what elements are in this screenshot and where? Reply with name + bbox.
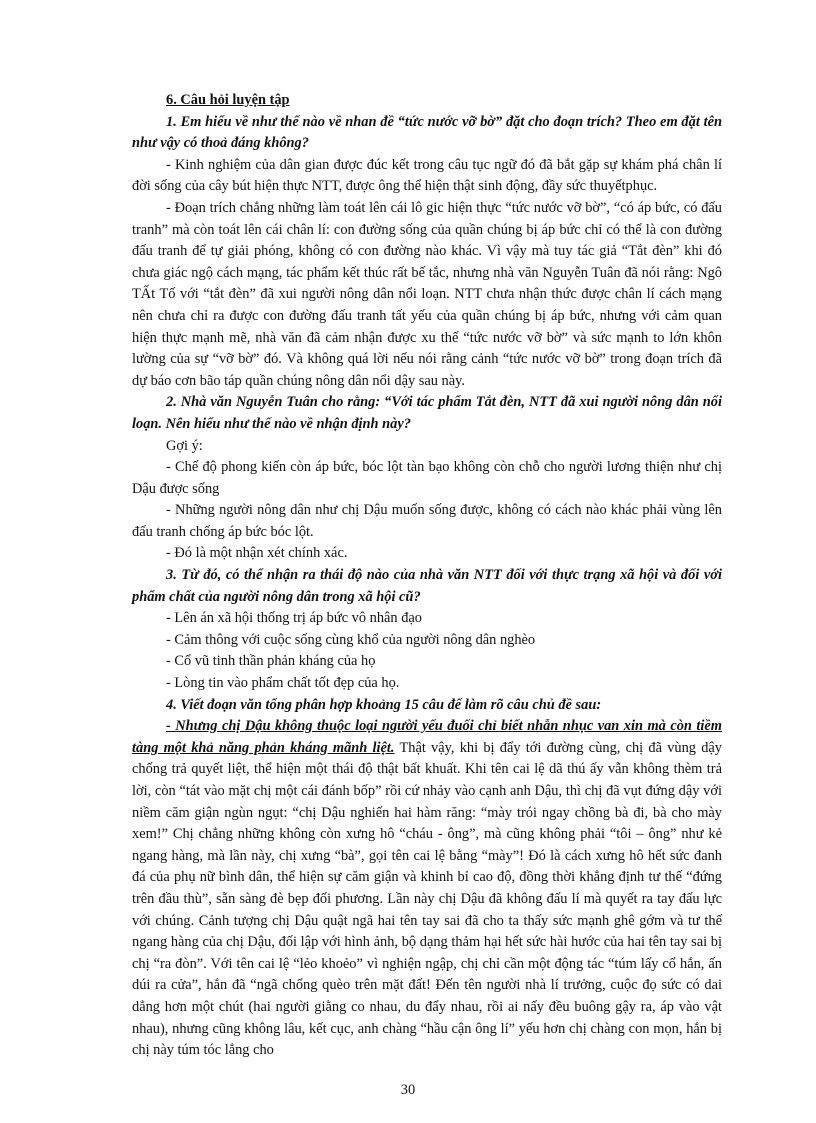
page-number: 30 [400, 1082, 416, 1098]
q2-answer-3: - Đó là một nhận xét chính xác. [166, 545, 348, 562]
section-title: 6. Câu hỏi luyện tập [166, 92, 290, 108]
q3-answer-1: - Lên án xã hội thống trị áp bức vô nhân đạo [166, 610, 422, 627]
q3-answer-3: - Cổ vũ tinh thần phản kháng của họ [166, 653, 376, 670]
question-2: 2. Nhà văn Nguyễn Tuân cho rằng: “Với tác phẩm Tắt đèn, NTT đã xui người nông dân nổi loạn. Nên hiểu như thế nào về nhận định này? [132, 394, 722, 432]
q4-paragraph [132, 716, 722, 1062]
q4-topic-sentence: - Nhưng chị Dậu không thuộc loại người yếu đuối chỉ biết nhẫn nhục van xin mà còn tiềm tàng một khả năng phản kháng mãnh liệt. [132, 718, 722, 756]
q3-answer-4: - Lòng tin vào phẩm chất tốt đẹp của họ. [166, 675, 400, 692]
q3-answer-2: - Cảm thông với cuộc sống cùng khổ của người nông dân nghèo [166, 631, 536, 648]
question-3: 3. Từ đó, có thể nhận ra thái độ nào của nhà văn NTT đối với thực trạng xã hội và đối với phẩm chất của người nông dân trong xã hội cũ? [132, 567, 722, 605]
q2-answer-1: - Chế độ phong kiến còn áp bức, bóc lột tàn bạo không còn chỗ cho người lương thiện như chị Dậu được sống [132, 459, 722, 497]
q4-body: Thật vậy, khi bị đẩy tới đường cùng, chị đã vùng dậy chống trả quyết liệt, thể hiện một thái độ thật bất khuất. Khi tên cai lệ dã thú ấy vẫn không thèm trả lời, còn “tát vào mặt chị một cái đánh bốp” rồi cứ nhảy vào cạnh anh Dậu, thì chị đã vụt đứng dậy với niềm căm giận ngùn ngụt: “chị Dậu nghiến hai hàm răng: “mày trói ngay chồng bà đi, bà cho mày xem!” Chị chẳng những không còn xưng hô “cháu - ông”, mà cũng không phải “tôi – ông” như kẻ ngang hàng, mà lần này, chị xưng “bà”, gọi tên cai lệ bằng “mày”! Đó là cách xưng hô hết sức đanh đá của phụ nữ bình dân, thể hiện sự căm giận và khinh bỉ cao độ, đồng thời khẳng định tư thế “đứng trên đầu thù”, sẵn sàng đè bẹp đối phương. Lần này chị Dậu đã không đấu lí mà quyết ra tay đấu lực với chúng. Cảnh tượng chị Dậu quật ngã hai tên tay sai đã cho ta thấy sức mạnh ghê gớm và tư thế ngang hàng của chị Dậu, đối lập với hình ảnh, bộ dạng thảm hại hết sức hài hước của hai tên tay sai bị chị “ra đòn”. Với tên cai lệ “lẻo khoẻo” vì nghiện ngập, chị chỉ cần một động tác “túm lấy cổ hắn, ấn dúi ra cửa”, hắn đã “ngã chổng quèo trên mặt đất! Đến tên người nhà lí trưởng, cuộc đọ sức có dai dẳng hơn một chút (hai người giằng co nhau, du đẩy nhau, rồi ai nấy đều buông gậy ra, áp vào vật nhau), nhưng cũng không lâu, kết cục, anh chàng “hầu cận ông lí” yếu hơn chị chàng con mọn, hắn bị chị này túm tóc lẳng cho [132, 739, 722, 1059]
q2-answer-2: - Những người nông dân như chị Dậu muốn sống được, không có cách nào khác phải vùng lên đấu tranh chống áp bức bóc lột. [132, 502, 722, 540]
question-1: 1. Em hiểu về như thế nào về nhan đề “tức nước vỡ bờ” đặt cho đoạn trích? Theo em đặt tên như vậy có thoả đáng không? [132, 113, 722, 152]
q2-hint: Gợi ý: [166, 437, 203, 454]
document-page [132, 90, 722, 1062]
question-4: 4. Viết đoạn văn tổng phân hợp khoảng 15 câu để làm rõ câu chủ đề sau: [166, 696, 602, 713]
q1-answer-1: - Kinh nghiệm của dân gian được đúc kết trong câu tục ngữ đó đã bắt gặp sự khám phá chân lí đời sống của cây bút hiện thực NTT, được ông thể hiện thật sinh động, đầy sức thuyếtphục. [132, 156, 722, 195]
q1-answer-2: - Đoạn trích chẳng những làm toát lên cái lô gic hiện thực “tức nước vỡ bờ”, “có áp bức, có đấu tranh” mà còn toát lên cái chân lí: con đường sống của quần chúng bị áp bức chỉ có thể là con đường đấu tranh để tự giải phóng, không có con đường nào khác. Vì vậy mà tuy tác giả “Tắt đèn” khi đó chưa giác ngộ cách mạng, tác phẩm kết thúc rất bế tắc, nhưng nhà văn Nguyễn Tuân đã nói rằng: Ngô TẤt Tố với “tắt đèn” đã xui người nông dân nổi loạn. NTT chưa nhận thức được chân lí cách mạng nên chưa chỉ ra được con đường đấu tranh tất yếu của quần chúng bị áp bức, nhưng với cảm quan hiện thực mạnh mẽ, nhà văn đã cảm nhận được xu thế “tức nước vỡ bờ” và sức mạnh to lớn khôn lường của sự “vỡ bờ” đó. Và không quá lời nếu nói rằng cảnh “tức nước vỡ bờ” trong đoạn trích đã dự báo cơn bão táp quần chúng nông dân nổi dậy sau này. [132, 199, 722, 389]
